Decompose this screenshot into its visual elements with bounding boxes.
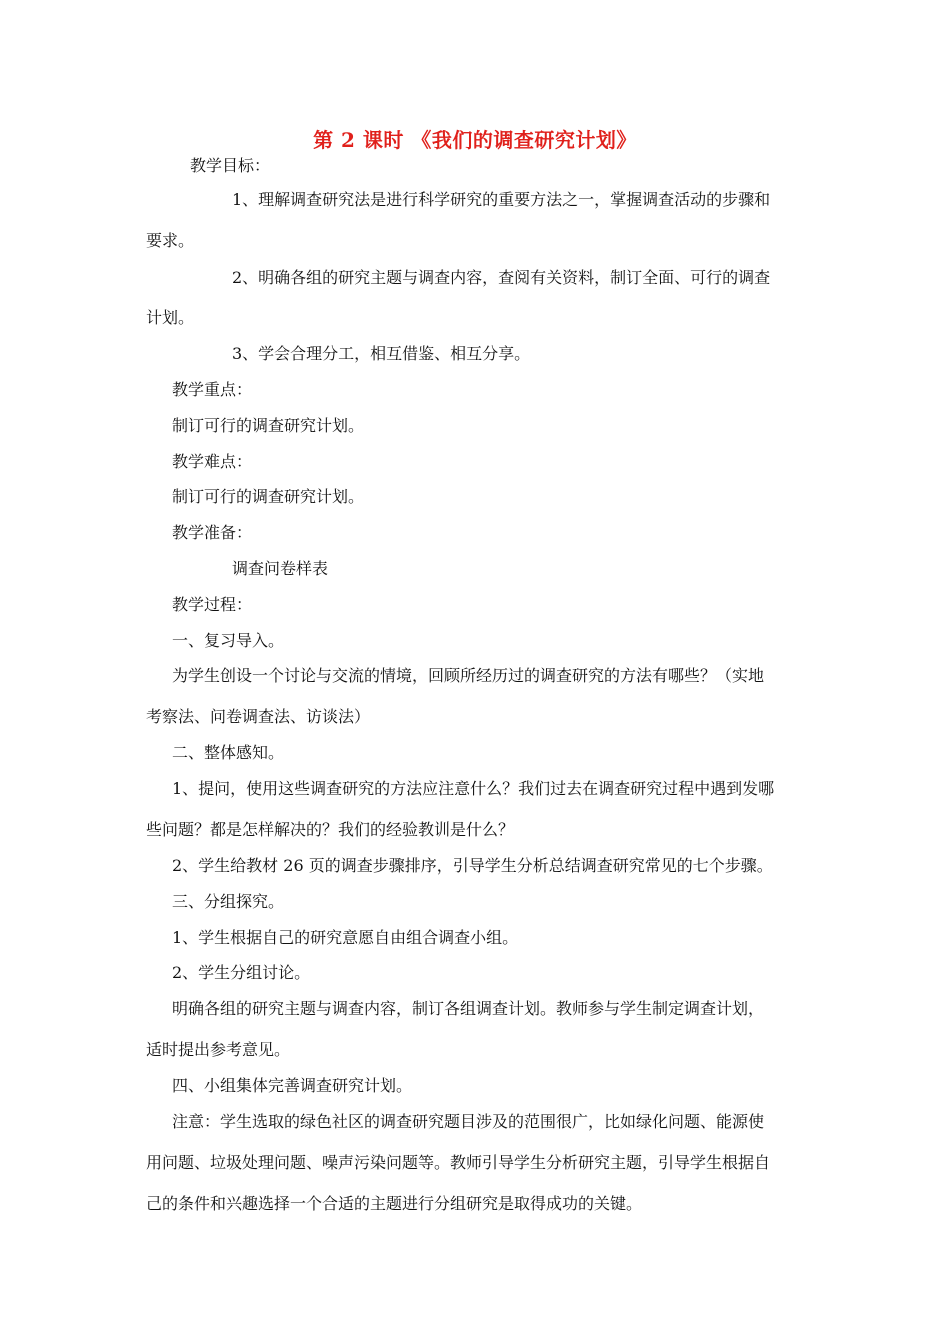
paragraph-line: 2、学生给教材 26 页的调查步骤排序，引导学生分析总结调查研究常见的七个步骤。 — [172, 856, 773, 875]
paragraph-line: 3、学会合理分工，相互借鉴、相互分享。 — [232, 344, 531, 363]
preparation-heading: 教学准备： — [172, 523, 253, 542]
section-heading: 四、小组集体完善调查研究计划。 — [172, 1076, 413, 1095]
objectives-heading: 教学目标： — [190, 156, 271, 175]
section-heading: 二、整体感知。 — [172, 743, 285, 762]
paragraph-line: 用问题、垃圾处理问题、噪声污染问题等。教师引导学生分析研究主题，引导学生根据自 — [146, 1153, 771, 1172]
paragraph-line: 己的条件和兴趣选择一个合适的主题进行分组研究是取得成功的关键。 — [146, 1194, 643, 1213]
paragraph-line: 适时提出参考意见。 — [146, 1040, 291, 1059]
paragraph-line: 制订可行的调查研究计划。 — [172, 487, 365, 506]
key-points-heading: 教学重点： — [172, 380, 253, 399]
lesson-title: 第 2 课时 《我们的调查研究计划》 — [313, 128, 637, 152]
paragraph-line: 1、学生根据自己的研究意愿自由组合调查小组。 — [172, 928, 519, 947]
paragraph-line: 2、学生分组讨论。 — [172, 963, 311, 982]
paragraph-line: 制订可行的调查研究计划。 — [172, 416, 365, 435]
difficulty-heading: 教学难点： — [172, 452, 253, 471]
paragraph-line: 调查问卷样表 — [232, 559, 329, 578]
section-heading: 一、复习导入。 — [172, 631, 285, 650]
paragraph-line: 要求。 — [146, 231, 195, 250]
paragraph-line: 1、提问，使用这些调查研究的方法应注意什么？我们过去在调查研究过程中遇到发哪 — [172, 779, 775, 798]
paragraph-line: 些问题？都是怎样解决的？我们的经验教训是什么？ — [146, 820, 515, 839]
paragraph-line: 明确各组的研究主题与调查内容，制订各组调查计划。教师参与学生制定调查计划， — [172, 999, 765, 1018]
paragraph-line: 考察法、问卷调查法、访谈法） — [146, 707, 371, 726]
section-heading: 三、分组探究。 — [172, 892, 285, 911]
process-heading: 教学过程： — [172, 595, 253, 614]
paragraph-line: 为学生创设一个讨论与交流的情境，回顾所经历过的调查研究的方法有哪些？（实地 — [172, 666, 765, 685]
paragraph-line: 2、明确各组的研究主题与调查内容，查阅有关资料，制订全面、可行的调查 — [232, 268, 771, 287]
paragraph-line: 1、理解调查研究法是进行科学研究的重要方法之一，掌握调查活动的步骤和 — [232, 190, 771, 209]
paragraph-line: 计划。 — [146, 308, 195, 327]
paragraph-line: 注意：学生选取的绿色社区的调查研究题目涉及的范围很广，比如绿化问题、能源使 — [172, 1112, 765, 1131]
